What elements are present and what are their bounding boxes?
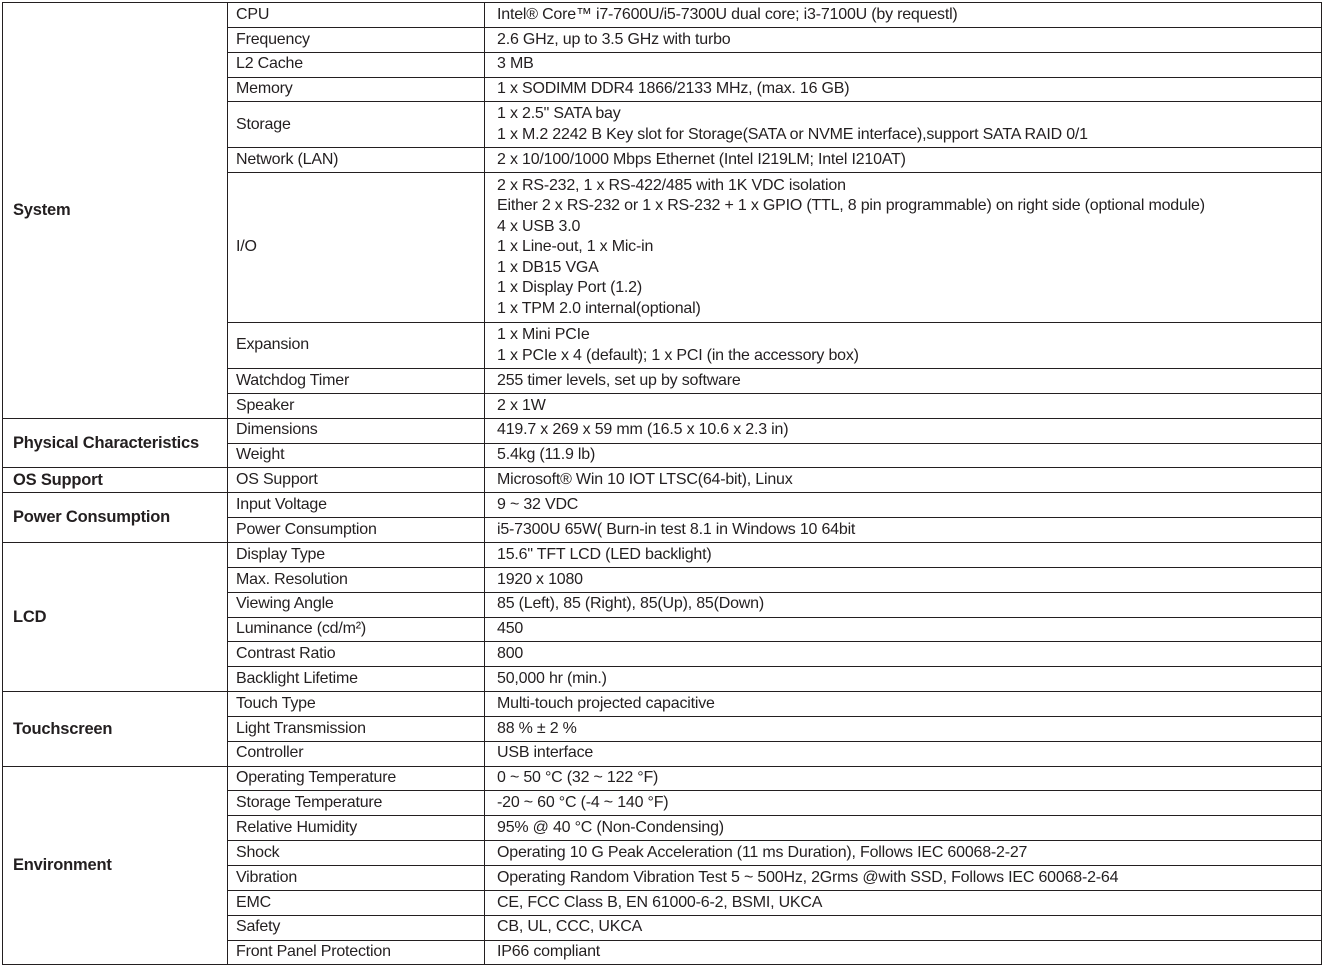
spec-value-line: 4 x USB 3.0 bbox=[497, 217, 581, 235]
spec-value-line: 1 x Display Port (1.2) bbox=[497, 279, 642, 297]
spec-label: Dimensions bbox=[228, 418, 485, 443]
spec-row bbox=[3, 3, 1322, 28]
spec-value bbox=[485, 766, 1322, 791]
spec-label: Expansion bbox=[228, 323, 485, 369]
spec-value-line: Intel® Core™ i7-7600U/i5-7300U dual core; i3-7100U (by requestl) bbox=[497, 5, 958, 23]
spec-value-line: Multi-touch projected capacitive bbox=[497, 694, 715, 712]
spec-label: Relative Humidity bbox=[228, 816, 485, 841]
spec-label: Network (LAN) bbox=[228, 148, 485, 173]
spec-label: Input Voltage bbox=[228, 493, 485, 518]
spec-label: Safety bbox=[228, 915, 485, 940]
spec-value-line: CE, FCC Class B, EN 61000-6-2, BSMI, UKCA bbox=[497, 893, 823, 911]
spec-row bbox=[3, 766, 1322, 791]
spec-value bbox=[485, 642, 1322, 667]
spec-value-line: 85 (Left), 85 (Right), 85(Up), 85(Down) bbox=[497, 595, 764, 613]
spec-value bbox=[485, 567, 1322, 592]
spec-label: Front Panel Protection bbox=[228, 940, 485, 965]
spec-label: Backlight Lifetime bbox=[228, 667, 485, 692]
spec-value-line: Operating 10 G Peak Acceleration (11 ms Duration), Follows IEC 60068-2-27 bbox=[497, 843, 1028, 861]
spec-value-line: 255 timer levels, set up by software bbox=[497, 371, 741, 389]
spec-value-line: Operating Random Vibration Test 5 ~ 500Hz, 2Grms @with SSD, Follows IEC 60068-2-64 bbox=[497, 868, 1119, 886]
spec-value-line: 5.4kg (11.9 lb) bbox=[497, 446, 596, 464]
category-cell: LCD bbox=[3, 543, 228, 692]
spec-value-line: 9 ~ 32 VDC bbox=[497, 496, 579, 513]
spec-value bbox=[485, 443, 1322, 468]
spec-value bbox=[485, 102, 1322, 148]
spec-value-line: 2 x 1W bbox=[497, 396, 546, 414]
spec-value-line: 450 bbox=[497, 620, 524, 638]
spec-label: Viewing Angle bbox=[228, 592, 485, 617]
spec-value-line: USB interface bbox=[497, 744, 594, 762]
spec-value bbox=[485, 369, 1322, 394]
spec-label: Weight bbox=[228, 443, 485, 468]
spec-value bbox=[485, 841, 1322, 866]
spec-value-line: 800 bbox=[497, 645, 524, 663]
spec-label: Watchdog Timer bbox=[228, 369, 485, 394]
spec-value-line: 1 x DB15 VGA bbox=[497, 258, 599, 276]
spec-value-line: 1 x 2.5" SATA bay bbox=[497, 105, 621, 123]
spec-value bbox=[485, 791, 1322, 816]
spec-label: L2 Cache bbox=[228, 52, 485, 77]
spec-table-body bbox=[3, 3, 1322, 965]
spec-value bbox=[485, 716, 1322, 741]
spec-value bbox=[485, 890, 1322, 915]
spec-value bbox=[485, 915, 1322, 940]
spec-label: Memory bbox=[228, 77, 485, 102]
spec-value bbox=[485, 865, 1322, 890]
spec-value-line: Either 2 x RS-232 or 1 x RS-232 + 1 x GPIO (TTL, 8 pin programmable) on right side (optional module) bbox=[497, 197, 1205, 215]
spec-row bbox=[3, 543, 1322, 568]
spec-row bbox=[3, 418, 1322, 443]
spec-value-line: 1 x PCIe x 4 (default); 1 x PCI (in the accessory box) bbox=[497, 346, 859, 364]
spec-value bbox=[485, 692, 1322, 717]
spec-label: Display Type bbox=[228, 543, 485, 568]
spec-value bbox=[485, 617, 1322, 642]
spec-value-line: 1920 x 1080 bbox=[497, 570, 583, 588]
spec-value bbox=[485, 173, 1322, 323]
spec-label: OS Support bbox=[228, 468, 485, 493]
spec-value-line: 15.6" TFT LCD (LED backlight) bbox=[497, 545, 712, 563]
spec-row bbox=[3, 468, 1322, 493]
spec-value bbox=[485, 3, 1322, 28]
spec-value-line: CB, UL, CCC, UKCA bbox=[497, 918, 643, 936]
spec-value bbox=[485, 493, 1322, 518]
spec-label: Power Consumption bbox=[228, 518, 485, 543]
spec-value bbox=[485, 393, 1322, 418]
spec-value bbox=[485, 418, 1322, 443]
spec-value-line: 419.7 x 269 x 59 mm (16.5 x 10.6 x 2.3 in) bbox=[497, 421, 789, 439]
spec-value-line: 95% @ 40 °C (Non-Condensing) bbox=[497, 818, 724, 836]
spec-label: Storage bbox=[228, 102, 485, 148]
spec-table bbox=[2, 2, 1322, 965]
spec-value-line: 1 x Mini PCIe bbox=[497, 326, 590, 344]
spec-value bbox=[485, 148, 1322, 173]
spec-row bbox=[3, 493, 1322, 518]
category-cell: Physical Characteristics bbox=[3, 418, 228, 468]
spec-label: Luminance (cd/m²) bbox=[228, 617, 485, 642]
spec-value-line: 2.6 GHz, up to 3.5 GHz with turbo bbox=[497, 30, 731, 48]
spec-value-line: 2 x 10/100/1000 Mbps Ethernet (Intel I219LM; Intel I210AT) bbox=[497, 150, 906, 168]
spec-value bbox=[485, 741, 1322, 766]
spec-value-line: 1 x SODIMM DDR4 1866/2133 MHz, (max. 16 GB) bbox=[497, 80, 850, 98]
spec-label: Shock bbox=[228, 841, 485, 866]
spec-label: Max. Resolution bbox=[228, 567, 485, 592]
spec-value-line: 50,000 hr (min.) bbox=[497, 669, 607, 687]
spec-value-line: 1 x M.2 2242 B Key slot for Storage(SATA or NVME interface),support SATA RAID 0/1 bbox=[497, 125, 1088, 143]
category-cell: Power Consumption bbox=[3, 493, 228, 543]
spec-value-line: i5-7300U 65W( Burn-in test 8.1 in Windows 10 64bit bbox=[497, 520, 856, 538]
spec-value-line: IP66 compliant bbox=[497, 943, 601, 961]
category-cell: System bbox=[3, 3, 228, 419]
category-cell: Touchscreen bbox=[3, 692, 228, 767]
spec-label: Controller bbox=[228, 741, 485, 766]
category-cell: OS Support bbox=[3, 468, 228, 493]
spec-value bbox=[485, 940, 1322, 965]
spec-value-line: -20 ~ 60 °C (-4 ~ 140 °F) bbox=[497, 794, 669, 812]
spec-value-line: 2 x RS-232, 1 x RS-422/485 with 1K VDC isolation bbox=[497, 176, 846, 194]
spec-value-line: 1 x TPM 2.0 internal(optional) bbox=[497, 299, 701, 317]
spec-value bbox=[485, 543, 1322, 568]
spec-label: Frequency bbox=[228, 27, 485, 52]
spec-value-line: Microsoft® Win 10 IOT LTSC(64-bit), Linux bbox=[497, 471, 793, 489]
spec-value bbox=[485, 667, 1322, 692]
spec-row bbox=[3, 692, 1322, 717]
spec-label: Light Transmission bbox=[228, 716, 485, 741]
spec-label: Touch Type bbox=[228, 692, 485, 717]
spec-label: I/O bbox=[228, 173, 485, 323]
spec-label: Storage Temperature bbox=[228, 791, 485, 816]
spec-value-line: 1 x Line-out, 1 x Mic-in bbox=[497, 238, 654, 256]
spec-label: Speaker bbox=[228, 393, 485, 418]
spec-value bbox=[485, 468, 1322, 493]
spec-value bbox=[485, 77, 1322, 102]
spec-label: Operating Temperature bbox=[228, 766, 485, 791]
spec-value-line: 88 % ± 2 % bbox=[497, 719, 577, 737]
spec-label: Contrast Ratio bbox=[228, 642, 485, 667]
spec-label: CPU bbox=[228, 3, 485, 28]
category-cell: Environment bbox=[3, 766, 228, 965]
spec-value bbox=[485, 323, 1322, 369]
spec-label: EMC bbox=[228, 890, 485, 915]
spec-label: Vibration bbox=[228, 865, 485, 890]
spec-value bbox=[485, 27, 1322, 52]
spec-value-line: 0 ~ 50 °C (32 ~ 122 °F) bbox=[497, 769, 659, 787]
spec-value bbox=[485, 518, 1322, 543]
spec-value-line: 3 MB bbox=[497, 55, 534, 73]
spec-value bbox=[485, 52, 1322, 77]
spec-value bbox=[485, 592, 1322, 617]
spec-value bbox=[485, 816, 1322, 841]
